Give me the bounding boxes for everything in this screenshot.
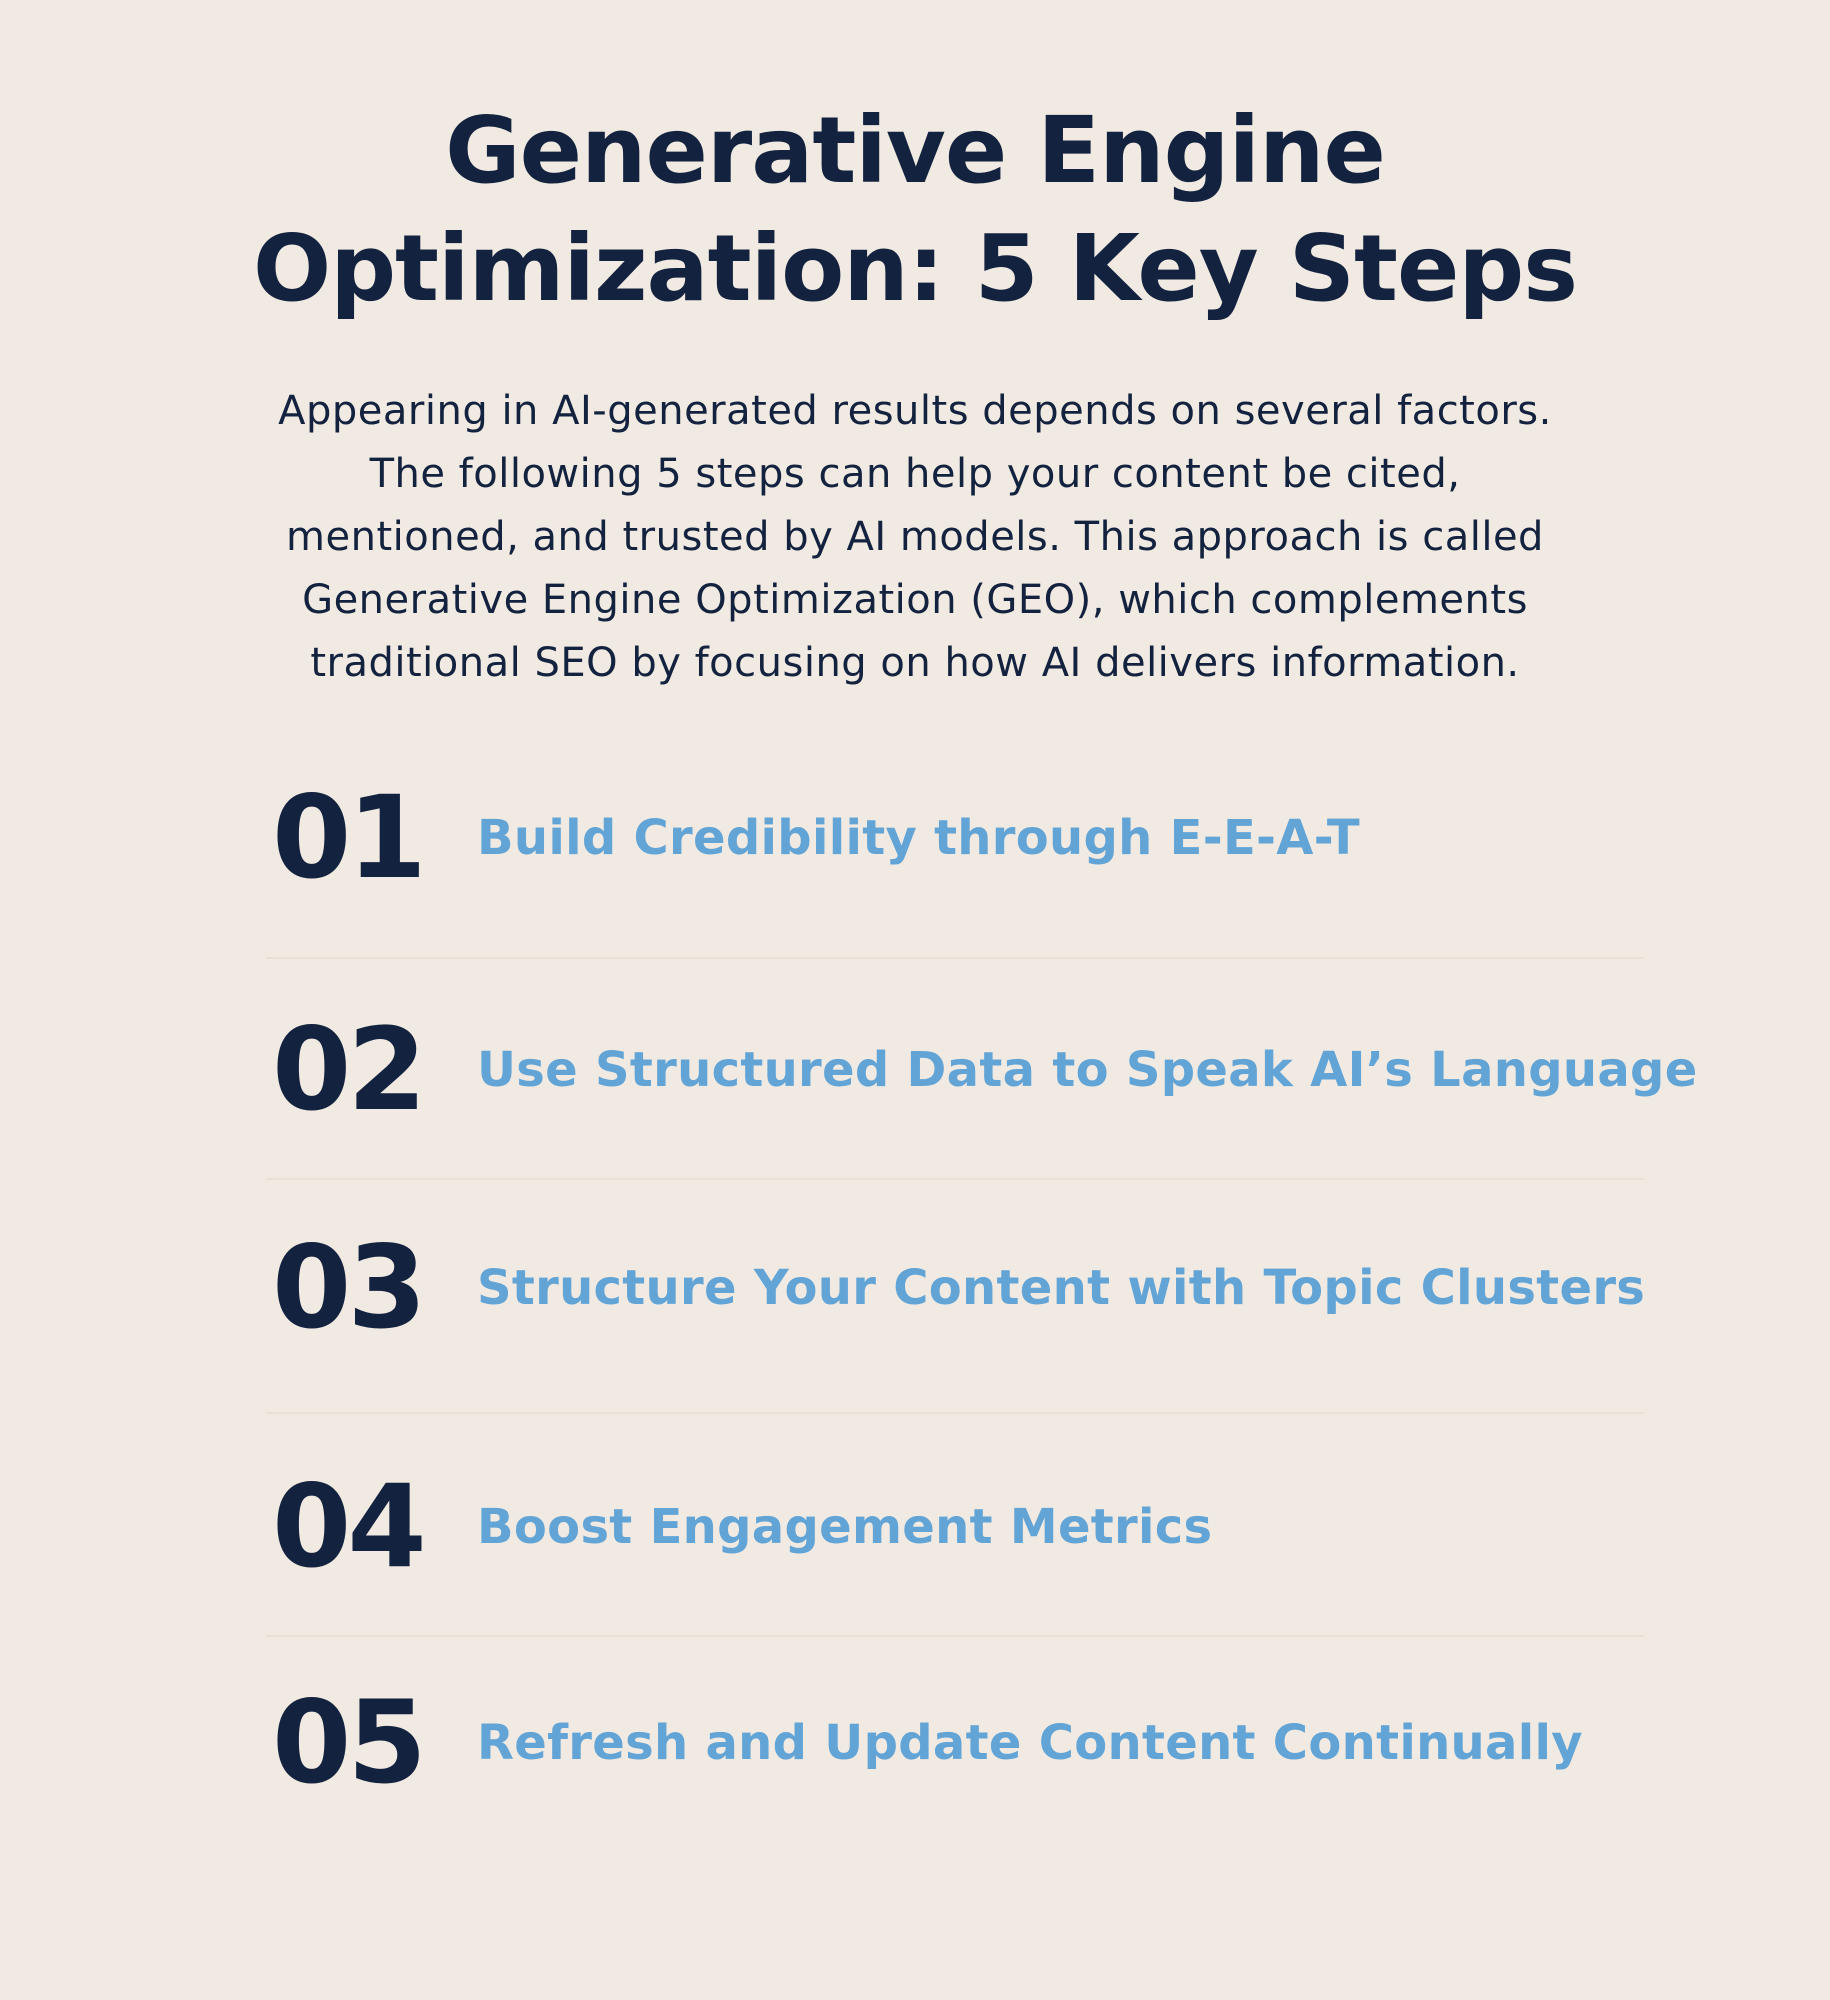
page-title bbox=[0, 92, 1830, 328]
step-number: 02 bbox=[272, 1003, 423, 1136]
step-divider bbox=[266, 1178, 1644, 1180]
step-title: Use Structured Data to Speak AI’s Language bbox=[477, 1042, 1698, 1098]
step-title: Build Credibility through E-E-A-T bbox=[477, 810, 1360, 866]
step-number: 04 bbox=[272, 1460, 423, 1593]
step-title: Structure Your Content with Topic Clusters bbox=[477, 1260, 1646, 1316]
step-divider bbox=[266, 1635, 1644, 1637]
step-item-03 bbox=[272, 1221, 1692, 1354]
step-item-04 bbox=[272, 1460, 1692, 1593]
step-item-01 bbox=[272, 771, 1692, 904]
step-divider bbox=[266, 1412, 1644, 1414]
step-item-05 bbox=[272, 1676, 1692, 1809]
step-item-02 bbox=[272, 1003, 1698, 1136]
step-number: 05 bbox=[272, 1676, 423, 1809]
step-number: 01 bbox=[272, 771, 423, 904]
page-title-line-1: Generative Engine bbox=[445, 97, 1385, 204]
intro-line: The following 5 steps can help your content be cited, bbox=[369, 451, 1461, 497]
intro-line: Generative Engine Optimization (GEO), which complements bbox=[302, 577, 1528, 623]
step-title: Refresh and Update Content Continually bbox=[477, 1715, 1583, 1771]
step-title: Boost Engagement Metrics bbox=[477, 1499, 1213, 1555]
intro-line: mentioned, and trusted by AI models. This approach is called bbox=[286, 514, 1544, 560]
intro-paragraph bbox=[0, 380, 1830, 695]
intro-line: traditional SEO by focusing on how AI delivers information. bbox=[310, 640, 1520, 686]
page-title-line-2: Optimization: 5 Key Steps bbox=[252, 215, 1577, 322]
step-divider bbox=[266, 957, 1644, 959]
intro-line: Appearing in AI-generated results depends on several factors. bbox=[278, 388, 1552, 434]
step-number: 03 bbox=[272, 1221, 423, 1354]
